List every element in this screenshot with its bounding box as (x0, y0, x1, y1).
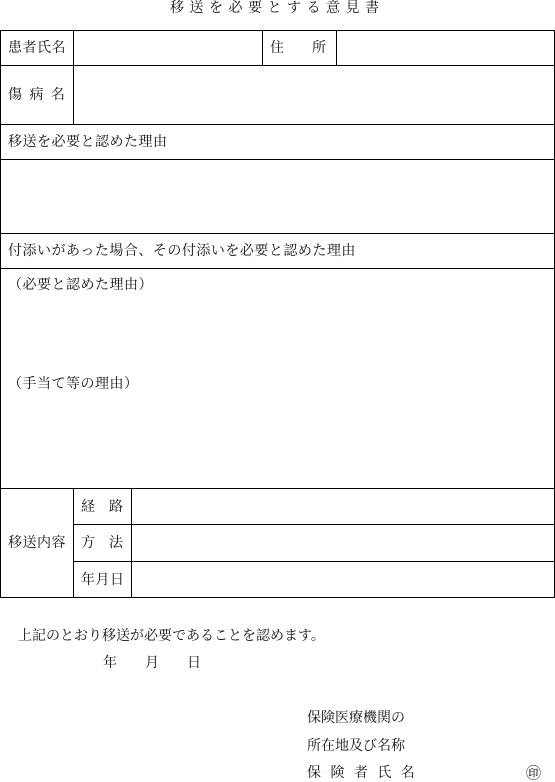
route-field (131, 488, 555, 525)
attendant-care-label: （手当て等の理由） (8, 376, 139, 392)
patient-name-label: 患者氏名 (0, 30, 74, 66)
document-title: 移送を必要とする意見書 (170, 0, 385, 16)
seal-icon: ㊞ (526, 764, 542, 782)
transport-reason-field (0, 159, 555, 234)
declaration-statement: 上記のとおり移送が必要であることを認めます。 (18, 628, 325, 644)
institution-label-line2: 所在地及び名称 (307, 738, 405, 754)
transport-reason-label: 移送を必要と認めた理由 (0, 124, 555, 160)
address-field (336, 30, 555, 66)
attendant-reason-label: 付添いがあった場合、その付添いを必要と認めた理由 (0, 233, 555, 269)
institution-label-line1: 保険医療機関の (307, 710, 405, 726)
declaration-date-line: 年 月 日 (103, 655, 201, 671)
signer-name-label: 保 険 者 氏 名 (307, 765, 418, 781)
date-field (131, 561, 555, 598)
method-field (131, 524, 555, 562)
method-label: 方 法 (73, 524, 132, 562)
attendant-reason-field (0, 268, 555, 489)
attendant-necessity-label: （必要と認めた理由） (8, 277, 153, 293)
address-label: 住 所 (262, 30, 337, 66)
route-label: 経 路 (73, 488, 132, 525)
transport-details-label: 移送内容 (0, 488, 74, 598)
patient-name-field (73, 30, 263, 66)
date-label: 年月日 (73, 561, 132, 598)
diagnosis-label: 傷 病 名 (0, 65, 74, 125)
diagnosis-field (73, 65, 555, 125)
